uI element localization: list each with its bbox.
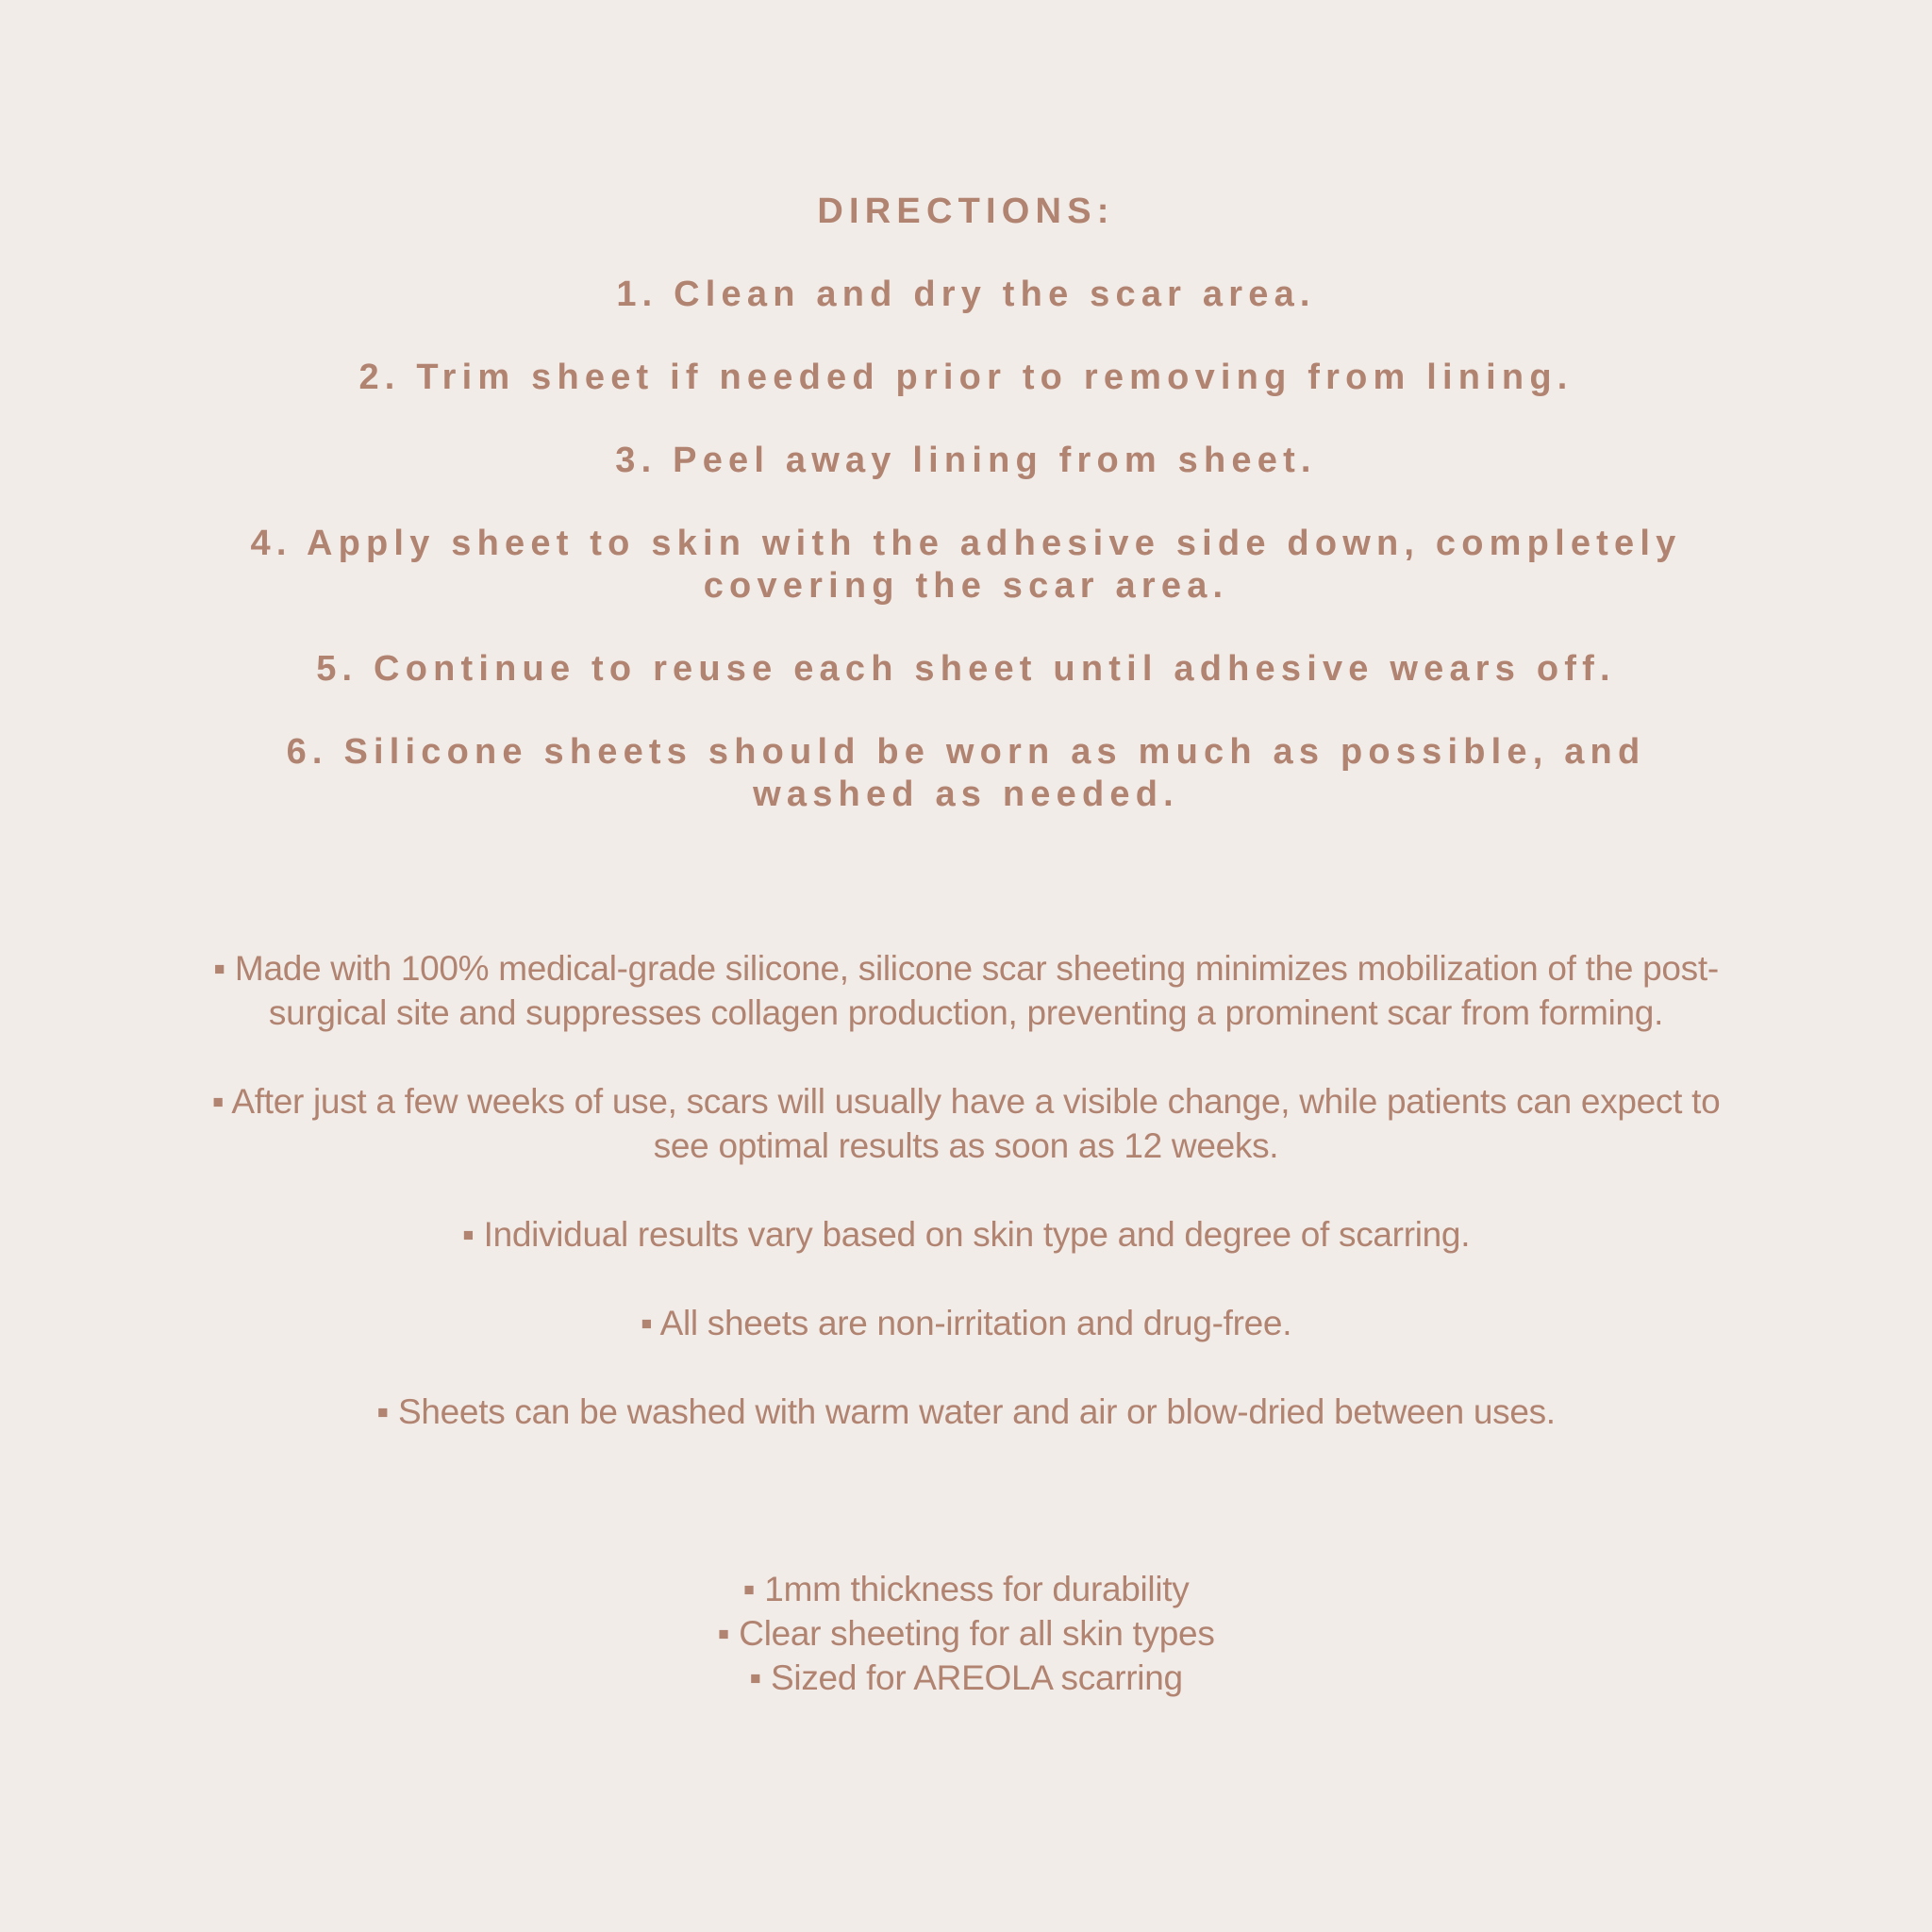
feature-item-1: ▪ 1mm thickness for durability xyxy=(742,1570,1190,1608)
benefit-item-5: ▪ Sheets can be washed with warm water and air or blow-dried between uses. xyxy=(376,1392,1556,1431)
direction-step-4: 4. Apply sheet to skin with the adhesive side down, completely covering the scar area. xyxy=(250,524,1682,606)
feature-item-2: ▪ Clear sheeting for all skin types xyxy=(717,1614,1215,1653)
features-list xyxy=(283,1567,1649,1700)
benefit-item-1: ▪ Made with 100% medical-grade silicone, silicone scar sheeting minimizes mobilization of the post-surgical site and suppresses collagen production, preventing a prominent scar from forming. xyxy=(213,949,1719,1032)
benefit-item-2: ▪ After just a few weeks of use, scars will usually have a visible change, while patients can expect to see optimal results as soon as 12 weeks. xyxy=(211,1082,1721,1165)
directions-section xyxy=(189,191,1743,857)
benefits-list xyxy=(198,946,1734,1478)
direction-step-6: 6. Silicone sheets should be worn as much as possible, and washed as needed. xyxy=(286,732,1646,814)
direction-step-2: 2. Trim sheet if needed prior to removing from lining. xyxy=(358,358,1574,397)
directions-heading: DIRECTIONS: xyxy=(817,192,1115,231)
direction-step-5: 5. Continue to reuse each sheet until adhesive wears off. xyxy=(316,649,1616,689)
direction-step-3: 3. Peel away lining from sheet. xyxy=(615,441,1317,480)
benefit-item-4: ▪ All sheets are non-irritation and drug-free. xyxy=(640,1304,1292,1342)
direction-step-1: 1. Clean and dry the scar area. xyxy=(616,275,1316,314)
benefit-item-3: ▪ Individual results vary based on skin type and degree of scarring. xyxy=(461,1215,1471,1254)
feature-item-3: ▪ Sized for AREOLA scarring xyxy=(749,1658,1183,1697)
